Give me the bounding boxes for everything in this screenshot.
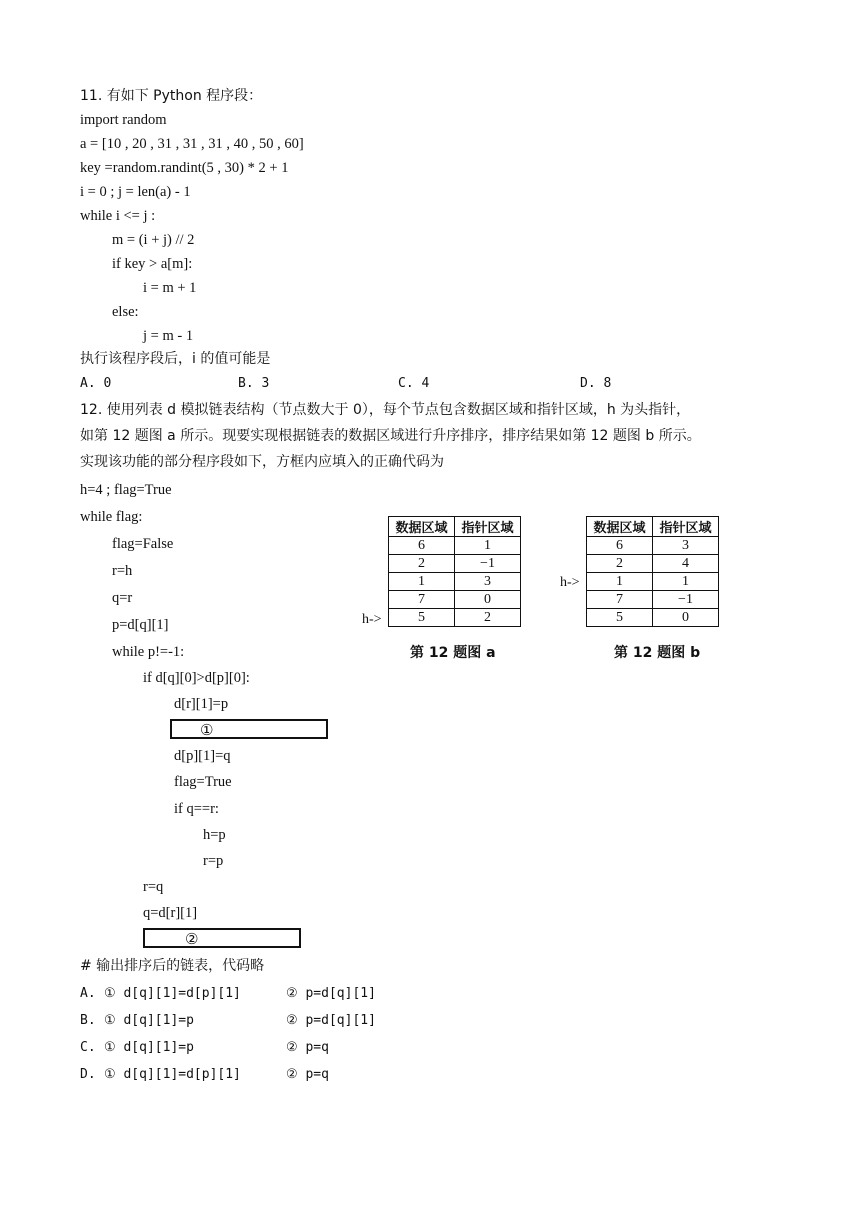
table-cell: 5 (389, 609, 455, 627)
q12-code-line: d[p][1]=q (174, 748, 231, 764)
q11-option-d: D. 8 (580, 376, 612, 391)
q11-code-line: i = 0 ; j = len(a) - 1 (80, 184, 191, 200)
q12-code-line: h=p (203, 827, 226, 843)
q12-option-a-blank1: ① d[q][1]=d[p][1] (104, 986, 241, 1001)
table-cell: 0 (455, 591, 521, 609)
table-cell: 4 (653, 555, 719, 573)
q11-code-line: j = m - 1 (143, 328, 194, 344)
linked-list-table-b (586, 516, 719, 627)
table-cell: 1 (389, 573, 455, 591)
q12-comment: # 输出排序后的链表，代码略 (80, 958, 265, 974)
q12-code-line: q=d[r][1] (143, 905, 198, 921)
table-cell: −1 (455, 555, 521, 573)
table-row (587, 591, 719, 609)
q11-option-c: C. 4 (398, 376, 430, 391)
table-a-header-pointer: 指针区域 (455, 517, 521, 537)
q12-option-a-letter: A. (80, 986, 96, 1001)
q12-option-c-letter: C. (80, 1040, 96, 1055)
q12-option-c-blank2: ② p=q (286, 1040, 329, 1055)
q11-code-line: i = m + 1 (143, 280, 197, 296)
table-cell: 0 (653, 609, 719, 627)
head-pointer-marker-a: h-> (362, 612, 382, 627)
blank-marker-2: ② (185, 930, 199, 948)
table-cell: 5 (587, 609, 653, 627)
table-cell: 1 (587, 573, 653, 591)
q11-code-line: import random (80, 112, 167, 128)
table-row (389, 573, 521, 591)
table-row (587, 537, 719, 555)
table-cell: 2 (389, 555, 455, 573)
q11-question: 执行该程序段后，i 的值可能是 (80, 351, 271, 367)
table-cell: 6 (389, 537, 455, 555)
q12-code-line: r=p (203, 853, 224, 869)
table-row (587, 555, 719, 573)
q12-option-b-blank2: ② p=d[q][1] (286, 1013, 376, 1028)
q12-code-line: p=d[q][1] (112, 617, 169, 633)
q11-option-b: B. 3 (238, 376, 270, 391)
table-cell: −1 (653, 591, 719, 609)
table-cell: 3 (455, 573, 521, 591)
q12-code-line: if d[q][0]>d[p][0]: (143, 670, 250, 686)
figure-caption-a: 第 12 题图 a (410, 645, 496, 661)
q12-option-a-blank2: ② p=d[q][1] (286, 986, 376, 1001)
q12-code-line: while flag: (80, 509, 143, 525)
table-b-header-data: 数据区域 (587, 517, 653, 537)
q11-title: 11. 有如下 Python 程序段： (80, 88, 263, 104)
table-row (587, 609, 719, 627)
q12-code-line: flag=False (112, 536, 174, 552)
table-cell: 2 (455, 609, 521, 627)
q12-option-b-blank1: ① d[q][1]=p (104, 1013, 194, 1028)
q11-code-line: else: (112, 304, 139, 320)
q12-stem-line: 如第 12 题图 a 所示。现要实现根据链表的数据区域进行升序排序，排序结果如第 12 题图 b 所示。 (80, 428, 701, 444)
head-pointer-marker-b: h-> (560, 575, 580, 590)
q12-option-d-letter: D. (80, 1067, 96, 1082)
table-row (389, 591, 521, 609)
blank-box-2 (143, 928, 301, 948)
table-cell: 1 (455, 537, 521, 555)
table-row (389, 555, 521, 573)
q11-code-line: key =random.randint(5 , 30) * 2 + 1 (80, 160, 289, 176)
q12-code-line: while p!=-1: (112, 644, 185, 660)
q12-stem-line: 12. 使用列表 d 模拟链表结构（节点数大于 0），每个节点包含数据区域和指针区域，h 为头指针， (80, 402, 691, 418)
table-cell: 7 (587, 591, 653, 609)
blank-box-1 (170, 719, 328, 739)
q12-code-line: q=r (112, 590, 133, 606)
q11-code-line: while i <= j : (80, 208, 156, 224)
table-a-header-data: 数据区域 (389, 517, 455, 537)
q12-code-line: r=q (143, 879, 164, 895)
table-cell: 7 (389, 591, 455, 609)
q11-code-line: if key > a[m]: (112, 256, 193, 272)
table-cell: 6 (587, 537, 653, 555)
q11-code-line: m = (i + j) // 2 (112, 232, 195, 248)
table-cell: 2 (587, 555, 653, 573)
q12-code-line: flag=True (174, 774, 232, 790)
table-cell: 1 (653, 573, 719, 591)
table-row (389, 537, 521, 555)
table-cell: 3 (653, 537, 719, 555)
q11-code-line: a = [10 , 20 , 31 , 31 , 31 , 40 , 50 , 60] (80, 136, 304, 152)
q11-option-a: A. 0 (80, 376, 112, 391)
q12-code-line: if q==r: (174, 801, 219, 817)
figure-caption-b: 第 12 题图 b (614, 645, 701, 661)
q12-code-line: d[r][1]=p (174, 696, 229, 712)
q12-code-line: r=h (112, 563, 133, 579)
q12-option-d-blank1: ① d[q][1]=d[p][1] (104, 1067, 241, 1082)
q12-option-c-blank1: ① d[q][1]=p (104, 1040, 194, 1055)
linked-list-table-a (388, 516, 521, 627)
blank-marker-1: ① (200, 721, 214, 739)
table-row (389, 609, 521, 627)
table-b-header-pointer: 指针区域 (653, 517, 719, 537)
q12-stem-line: 实现该功能的部分程序段如下，方框内应填入的正确代码为 (80, 454, 444, 470)
q12-code-line: h=4 ; flag=True (80, 482, 172, 498)
table-row (587, 573, 719, 591)
q12-option-b-letter: B. (80, 1013, 96, 1028)
q12-option-d-blank2: ② p=q (286, 1067, 329, 1082)
